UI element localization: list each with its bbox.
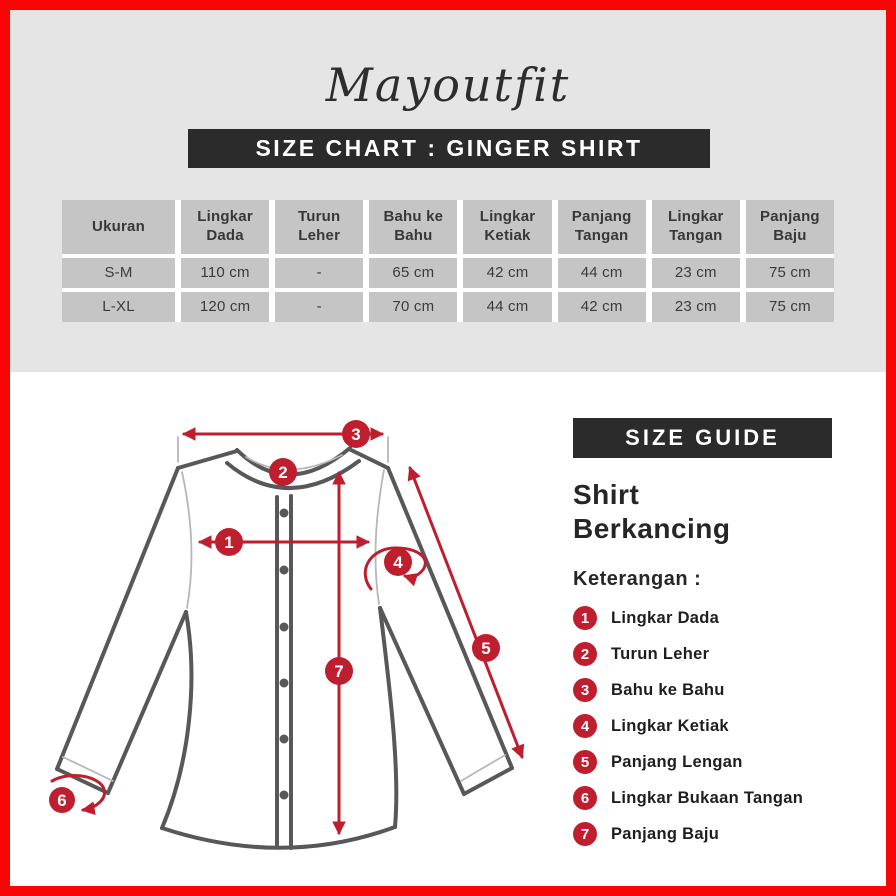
button-icon <box>280 623 289 632</box>
button-dots <box>280 509 289 800</box>
table-cell: 65 cm <box>369 258 457 288</box>
table-cell: 23 cm <box>652 258 740 288</box>
col-header-panjang-baju: Panjang Baju <box>746 200 834 254</box>
table-cell: 120 cm <box>181 292 269 322</box>
legend-item <box>573 678 841 702</box>
legend-label: Bahu ke Bahu <box>611 680 725 699</box>
legend-heading: Keterangan : <box>573 568 702 590</box>
legend-number-badge: 7 <box>573 822 597 846</box>
col-header-turun-leher: Turun Leher <box>275 200 363 254</box>
size-guide-banner <box>573 418 832 458</box>
badge-4 <box>384 548 412 576</box>
product-type-line2: Berkancing <box>573 513 731 544</box>
size-table <box>62 200 834 322</box>
measurement-arrows <box>52 434 522 833</box>
badge-6 <box>49 787 75 813</box>
legend-label: Lingkar Dada <box>611 608 720 627</box>
table-cell: 75 cm <box>746 258 834 288</box>
size-guide-panel <box>573 418 841 858</box>
button-icon <box>280 791 289 800</box>
table-cell: 70 cm <box>369 292 457 322</box>
right-sleeve-outer <box>388 468 512 768</box>
size-chart-banner-text: SIZE CHART : GINGER SHIRT <box>255 135 643 161</box>
legend-label: Turun Leher <box>611 644 710 663</box>
legend-item <box>573 786 841 810</box>
measurement-legend <box>573 606 841 846</box>
right-armhole-seam <box>375 470 384 604</box>
badge-2-number: 2 <box>278 463 288 482</box>
table-cell: - <box>275 258 363 288</box>
left-armhole-seam <box>182 472 191 608</box>
col-header-lingkar-ketiak: Lingkar Ketiak <box>463 200 551 254</box>
col-header-lingkar-dada: Lingkar Dada <box>181 200 269 254</box>
shirt-outline <box>57 448 512 848</box>
product-type-title <box>573 478 841 546</box>
badge-2 <box>269 458 297 486</box>
legend-item <box>573 642 841 666</box>
col-header-lingkar-tangan: Lingkar Tangan <box>652 200 740 254</box>
legend-label: Lingkar Ketiak <box>611 716 729 735</box>
legend-label: Panjang Lengan <box>611 752 743 771</box>
legend-number-badge: 2 <box>573 642 597 666</box>
col-header-ukuran: Ukuran <box>62 200 175 254</box>
table-cell: - <box>275 292 363 322</box>
legend-item <box>573 750 841 774</box>
table-cell: 44 cm <box>463 292 551 322</box>
legend-number-badge: 3 <box>573 678 597 702</box>
legend-label: Lingkar Bukaan Tangan <box>611 788 804 807</box>
badge-7 <box>325 657 353 685</box>
left-sleeve-outer <box>57 468 178 769</box>
left-body-seam <box>162 612 191 828</box>
table-cell: 44 cm <box>558 258 646 288</box>
legend-number-badge: 6 <box>573 786 597 810</box>
left-sleeve-inner <box>108 612 186 793</box>
legend-item <box>573 714 841 738</box>
shirt-measurement-diagram <box>30 398 570 878</box>
badge-4-number: 4 <box>393 553 403 572</box>
legend-number-badge: 4 <box>573 714 597 738</box>
table-cell: 42 cm <box>558 292 646 322</box>
size-chart-section <box>10 10 886 372</box>
table-cell: 42 cm <box>463 258 551 288</box>
button-icon <box>280 735 289 744</box>
col-header-bahu-ke-bahu: Bahu ke Bahu <box>369 200 457 254</box>
product-type-line1: Shirt <box>573 479 640 510</box>
table-cell: S-M <box>62 258 175 288</box>
size-guide-banner-text: SIZE GUIDE <box>625 425 780 450</box>
badge-3 <box>342 420 370 448</box>
table-cell: 23 cm <box>652 292 740 322</box>
right-cuff-end <box>464 768 512 794</box>
badge-7-number: 7 <box>334 662 344 681</box>
badge-5-number: 5 <box>481 639 491 658</box>
legend-item <box>573 822 841 846</box>
legend-number-badge: 1 <box>573 606 597 630</box>
legend-item <box>573 606 841 630</box>
badge-1-number: 1 <box>224 533 234 552</box>
badge-1 <box>215 528 243 556</box>
brand-logo: Mayoutfit <box>325 58 571 112</box>
table-cell: 75 cm <box>746 292 834 322</box>
badge-5 <box>472 634 500 662</box>
col-header-panjang-tangan: Panjang Tangan <box>558 200 646 254</box>
table-cell: L-XL <box>62 292 175 322</box>
size-chart-banner <box>188 129 710 168</box>
button-icon <box>280 509 289 518</box>
button-icon <box>280 679 289 688</box>
legend-label: Panjang Baju <box>611 824 720 843</box>
button-icon <box>280 566 289 575</box>
legend-number-badge: 5 <box>573 750 597 774</box>
badge-6-number: 6 <box>57 791 67 810</box>
table-cell: 110 cm <box>181 258 269 288</box>
badge-3-number: 3 <box>351 425 361 444</box>
